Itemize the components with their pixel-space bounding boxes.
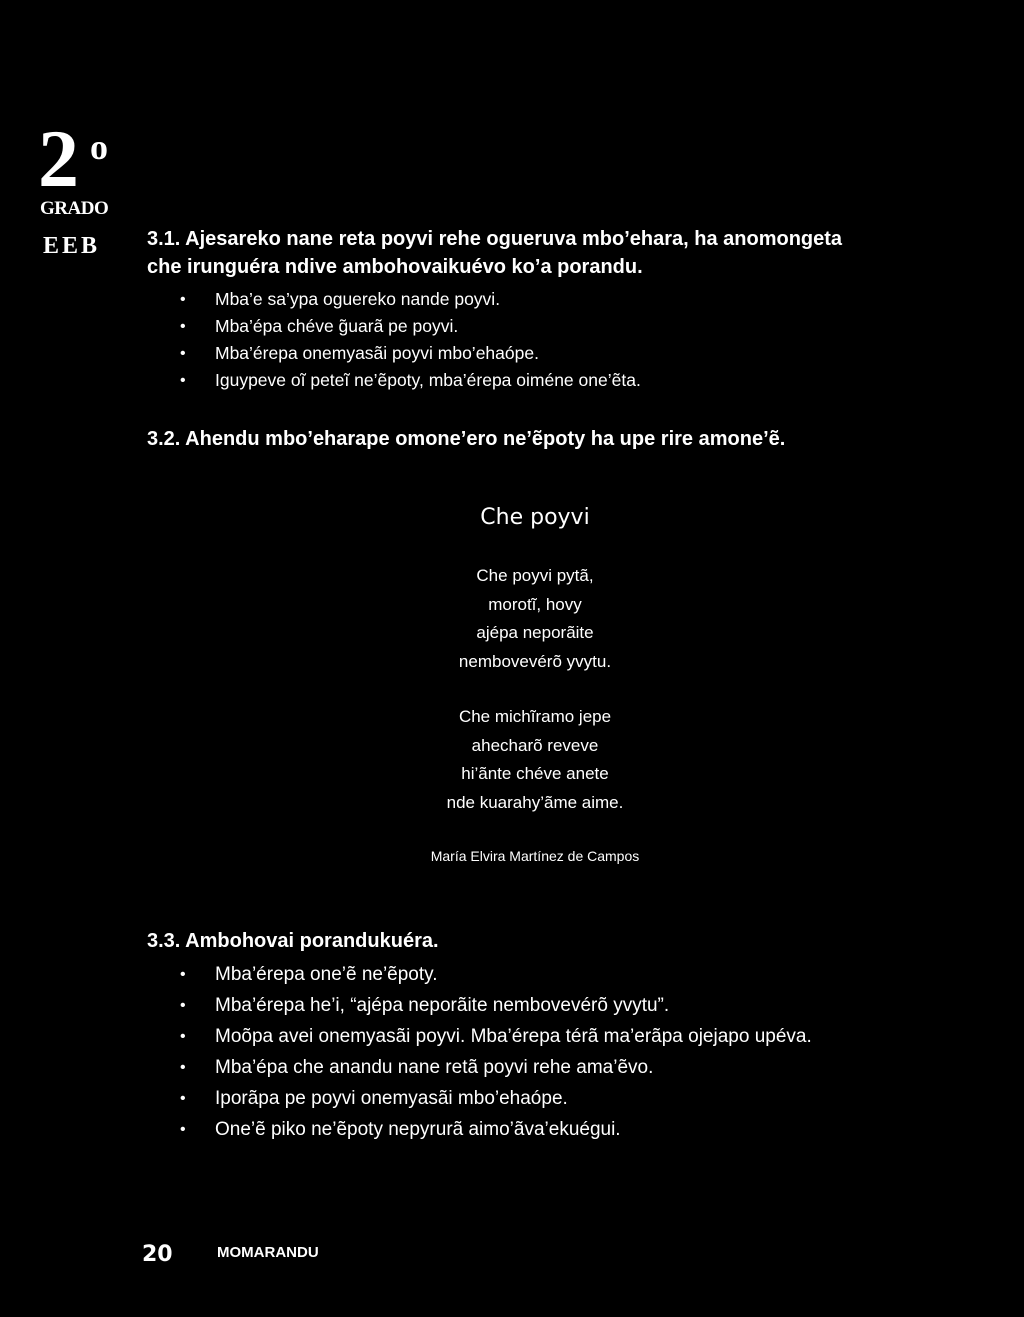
grade-label: GRADO — [40, 198, 109, 219]
footer-book-title: MOMARANDU — [217, 1244, 319, 1261]
section-3-1-title — [147, 225, 887, 281]
poem-stanza-2 — [330, 703, 740, 817]
section-3-3-title: 3.3. Ambohovai porandukuéra. — [147, 930, 439, 952]
poem-title: Che poyvi — [480, 505, 590, 530]
poem-line: nde kuarahy’ãme aime. — [446, 792, 624, 812]
section-3-3-list — [180, 959, 812, 1145]
list-item: • Mba’érepa one’ẽ ne’ẽpoty. — [180, 959, 812, 990]
poem-line: morotĩ, hovy — [488, 594, 582, 614]
section-3-1-list — [180, 286, 641, 394]
poem-line: ahecharõ reveve — [471, 735, 599, 755]
list-item: • Moõpa avei onemyasãi poyvi. Mba’érepa térã ma’erãpa ojejapo upéva. — [180, 1021, 812, 1052]
poem-line: nembovevérõ yvytu. — [458, 651, 612, 671]
list-item: • Iguypeve oĩ peteĩ ne’ẽpoty, mba’érepa oiméne one’ẽta. — [180, 367, 641, 394]
page-number: 20 — [142, 1242, 173, 1267]
list-item: • Mba’e sa’ypa oguereko nande poyvi. — [180, 286, 641, 313]
grade-badge — [38, 113, 128, 259]
poem-line: ajépa neporãite — [476, 623, 594, 643]
list-item: • Iporãpa pe poyvi onemyasãi mbo’ehaópe. — [180, 1083, 812, 1114]
poem-line: hi’ãnte chéve anete — [461, 764, 609, 784]
list-item: • One’ẽ piko ne’ẽpoty nepyrurã aimo’ãva’ekuégui. — [180, 1114, 812, 1145]
grade-number: 2 — [38, 113, 77, 204]
section-3-2-title: 3.2. Ahendu mbo’eharape omone’ero ne’ẽpoty ha upe rire amone’ẽ. — [147, 428, 786, 450]
list-item: • Mba’épa che anandu nane retã poyvi rehe ama’ẽvo. — [180, 1052, 812, 1083]
list-item: • Mba’érepa he’i, “ajépa neporãite nembovevérõ yvytu”. — [180, 990, 812, 1021]
poem-stanza-1 — [330, 562, 740, 676]
poem-author: María Elvira Martínez de Campos — [430, 848, 640, 864]
section-3-1-title-line-1: 3.1. Ajesareko nane reta poyvi rehe ogueruva mbo’ehara, ha anomongeta — [147, 228, 843, 250]
grade-ordinal: o — [90, 127, 108, 167]
poem-line: Che poyvi pytã, — [476, 566, 594, 585]
grade-level: EEB — [43, 233, 101, 259]
poem-line: Che michĩramo jepe — [458, 707, 612, 726]
section-3-1-title-line-2: che irunguéra ndive ambohovaikuévo ko’a porandu. — [147, 256, 643, 278]
list-item: • Mba’érepa onemyasãi poyvi mbo’ehaópe. — [180, 340, 641, 367]
list-item: • Mba’épa chéve g̃uarã pe poyvi. — [180, 313, 641, 340]
